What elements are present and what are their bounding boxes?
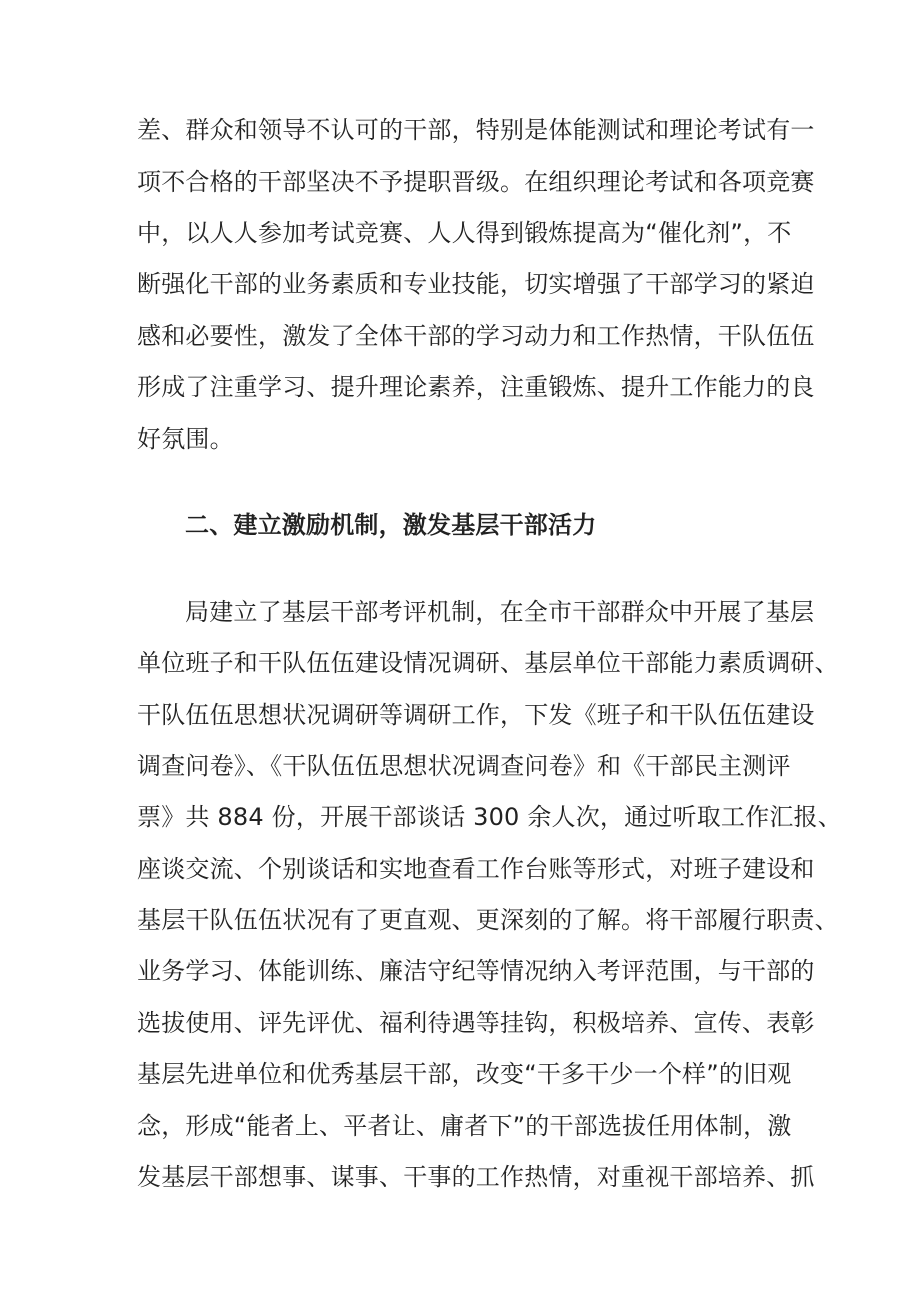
paragraph-2-line-11: 念，形成“能者上、平者让、庸者下”的干部选拔任用体制，激: [137, 1112, 792, 1140]
paragraph-2-line-5: 票》共 884 份，开展干部谈话 300 余人次，通过听取工作汇报、: [137, 803, 842, 831]
paragraph-1-line-3: 中，以人人参加考试竞赛、人人得到锻炼提高为“催化剂”，不: [137, 219, 792, 247]
paragraph-1-line-5: 感和必要性，激发了全体干部的学习动力和工作热情，干队伍伍: [137, 322, 815, 350]
paragraph-1-line-1: 差、群众和领导不认可的干部，特别是体能测试和理论考试有一: [137, 116, 815, 144]
paragraph-2-line-6: 座谈交流、个别谈话和实地查看工作台账等形式，对班子建设和: [137, 855, 815, 883]
paragraph-1-line-7: 好氛围。: [137, 425, 234, 453]
paragraph-2-line-10: 基层先进单位和优秀基层干部，改变“干多干少一个样”的旧观: [137, 1060, 792, 1088]
section-heading: 二、建立激励机制，激发基层干部活力: [185, 511, 597, 539]
paragraph-2-line-8: 业务学习、体能训练、廉洁守纪等情况纳入考评范围，与干部的: [137, 957, 815, 985]
paragraph-2-line-9: 选拔使用、评先评优、福利待遇等挂钩，积极培养、宣传、表彰: [137, 1009, 815, 1037]
paragraph-2-line-1: 局建立了基层干部考评机制，在全市干部群众中开展了基层: [185, 598, 815, 626]
paragraph-2-line-3: 干队伍伍思想状况调研等调研工作，下发《班子和干队伍伍建设: [137, 701, 815, 729]
paragraph-1-line-4: 断强化干部的业务素质和专业技能，切实增强了干部学习的紧迫: [137, 270, 815, 298]
paragraph-2-line-2: 单位班子和干队伍伍建设情况调研、基层单位干部能力素质调研、: [137, 649, 839, 677]
paragraph-2-line-7: 基层干队伍伍状况有了更直观、更深刻的了解。将干部履行职责、: [137, 906, 839, 934]
paragraph-1-line-2: 项不合格的干部坚决不予提职晋级。在组织理论考试和各项竞赛: [137, 168, 815, 196]
paragraph-2-line-4: 调查问卷》、《干队伍伍思想状况调查问卷》和《干部民主测评: [137, 752, 791, 780]
paragraph-2-line-12: 发基层干部想事、谋事、干事的工作热情，对重视干部培养、抓: [137, 1163, 815, 1191]
paragraph-1-line-6: 形成了注重学习、提升理论素养，注重锻炼、提升工作能力的良: [137, 373, 815, 401]
